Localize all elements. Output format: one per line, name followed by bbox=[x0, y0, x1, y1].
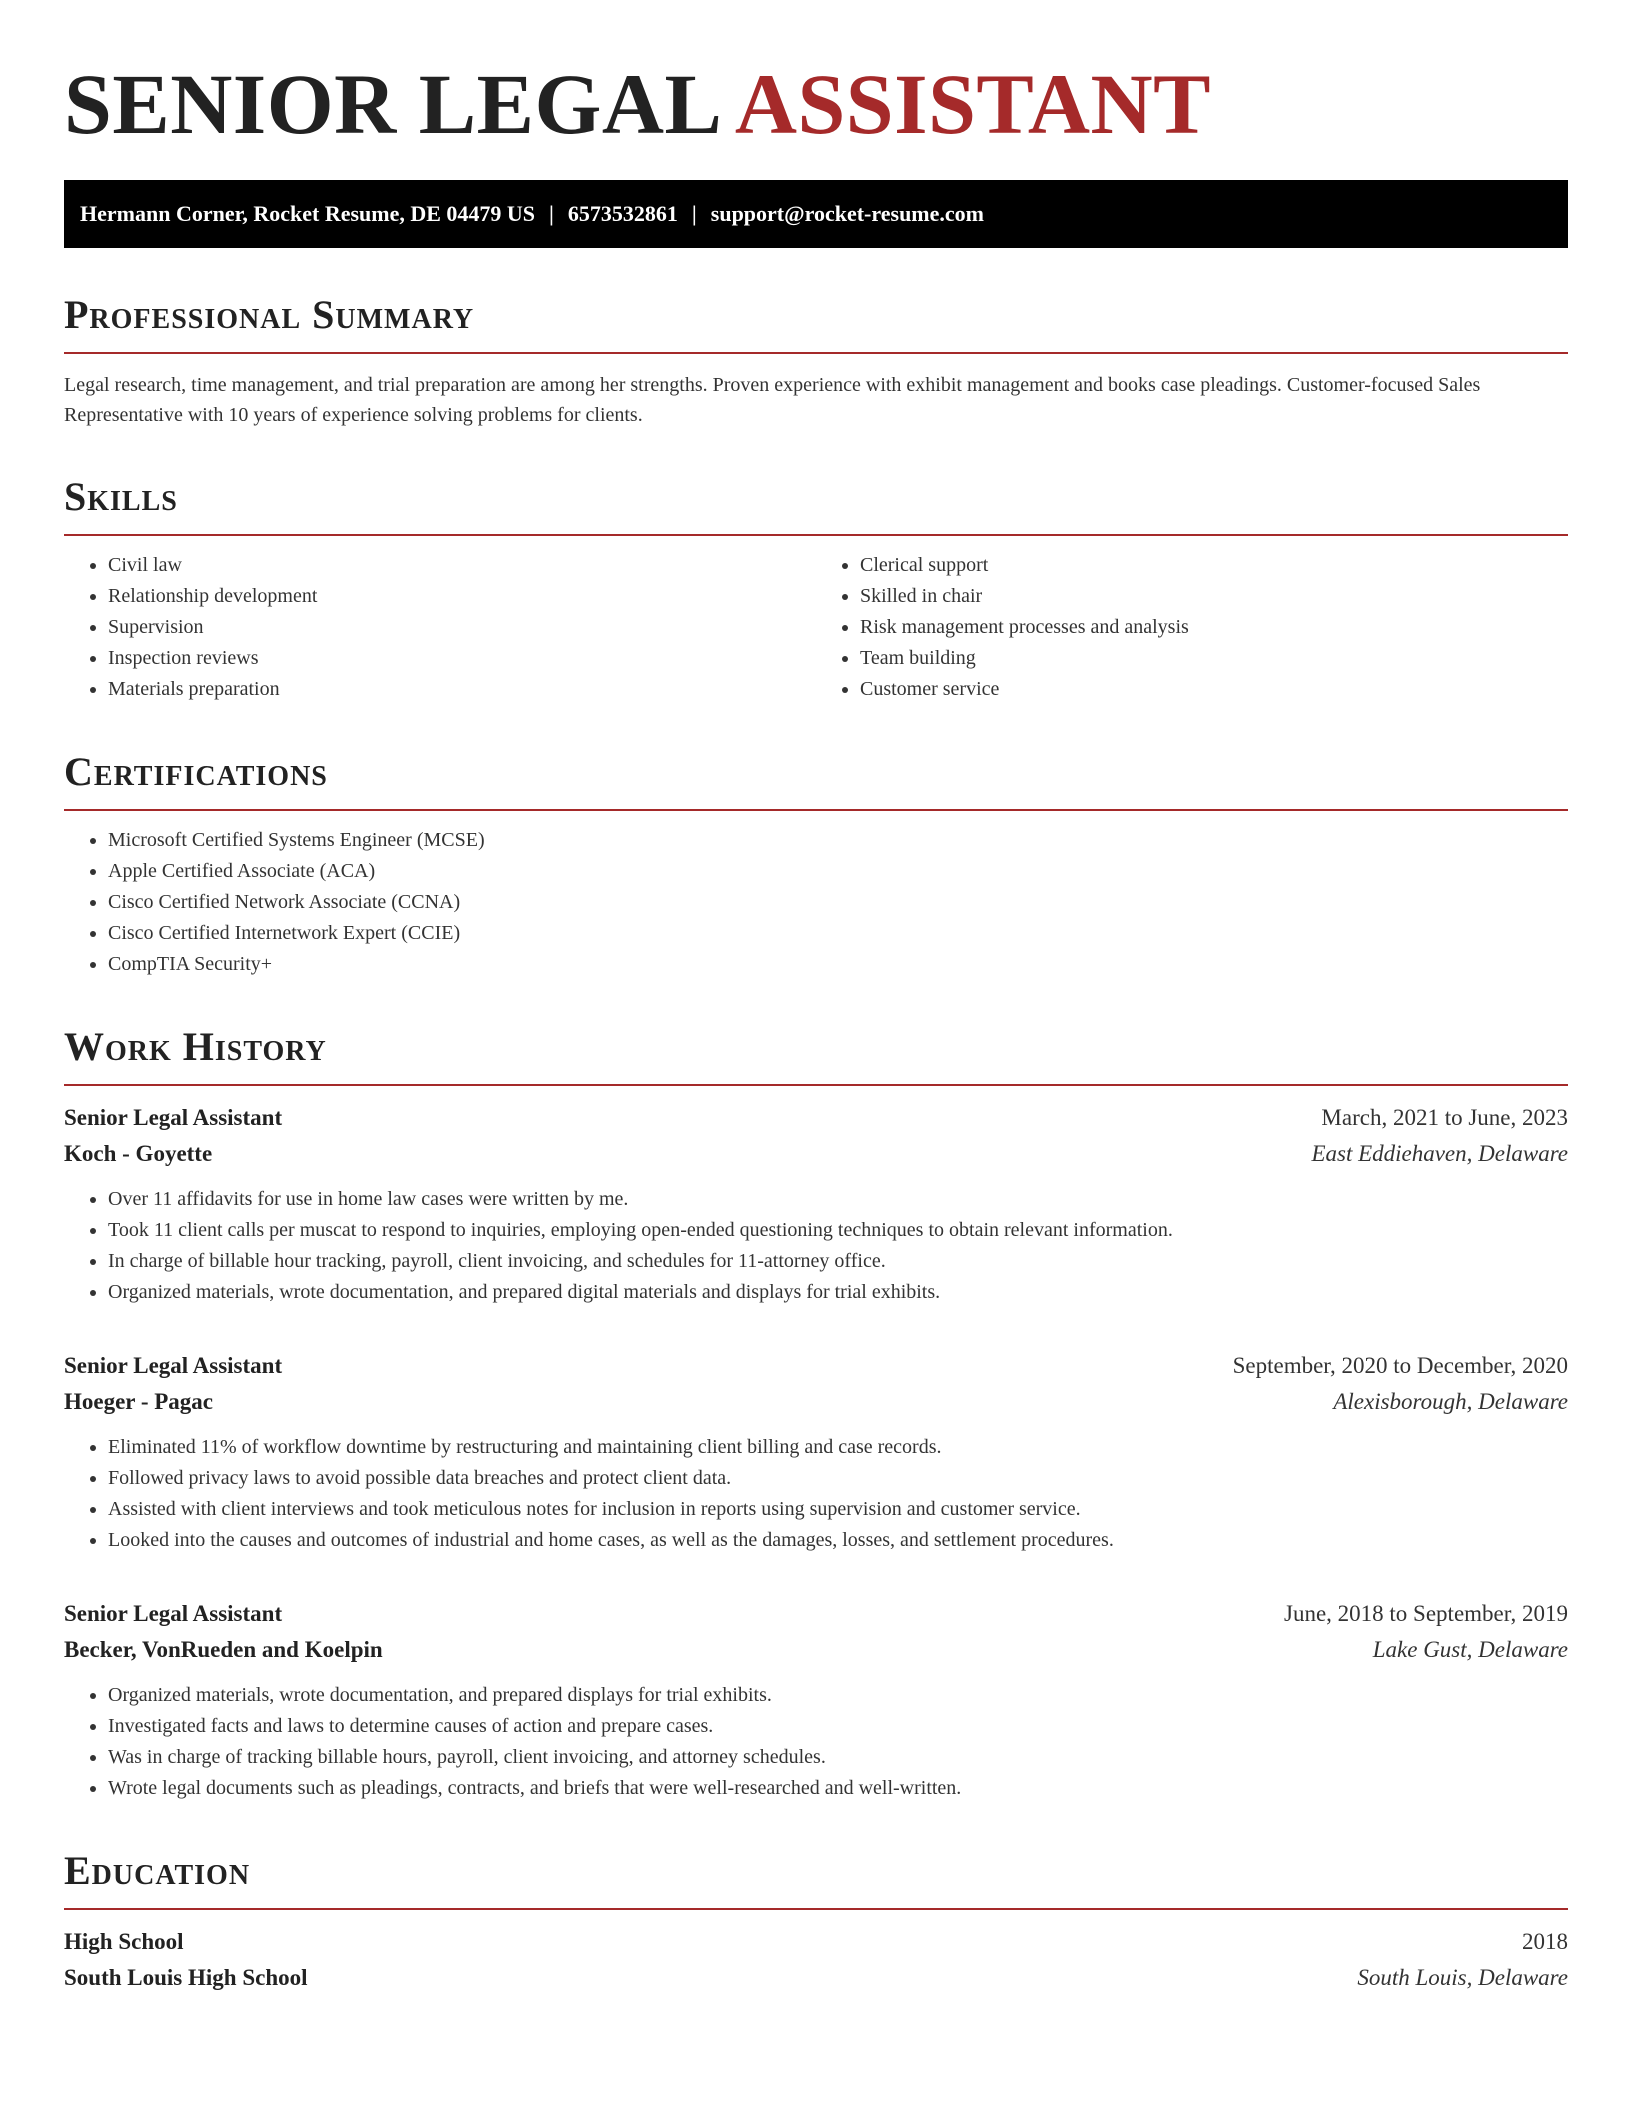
education-location: South Louis, Delaware bbox=[1357, 1965, 1568, 1990]
job-bullet: • Eliminated 11% of workflow downtime by restructuring and maintaining client billing and case records. bbox=[108, 1432, 1568, 1463]
job-bullets bbox=[64, 1432, 1568, 1556]
job-bullet: • Followed privacy laws to avoid possible data breaches and protect client data. bbox=[108, 1463, 1568, 1494]
certification-item: • Cisco Certified Internetwork Expert (CCIE) bbox=[108, 918, 1568, 949]
section-divider bbox=[64, 352, 1568, 354]
job-header-row bbox=[64, 1596, 1568, 1632]
job-bullet: • Organized materials, wrote documentation, and prepared digital materials and displays for trial exhibits. bbox=[108, 1277, 1568, 1308]
job-dates: June, 2018 to September, 2019 bbox=[1284, 1601, 1568, 1626]
job-bullet: • Over 11 affidavits for use in home law cases were written by me. bbox=[108, 1184, 1568, 1215]
job-bullet: • In charge of billable hour tracking, payroll, client invoicing, and schedules for 11-attorney office. bbox=[108, 1246, 1568, 1277]
skill-item: • Materials preparation bbox=[108, 674, 816, 705]
skills-list-right bbox=[816, 550, 1568, 705]
job-bullet: • Took 11 client calls per muscat to respond to inquiries, employing open-ended questioning techniques to obtain relevant information. bbox=[108, 1215, 1568, 1246]
contact-separator: | bbox=[691, 201, 697, 226]
work-history-section bbox=[64, 1024, 1568, 1804]
education-header-row bbox=[64, 1924, 1568, 1960]
section-heading: Work History bbox=[64, 1024, 327, 1069]
job-company: Hoeger - Pagac bbox=[64, 1389, 214, 1414]
job-dates: September, 2020 to December, 2020 bbox=[1232, 1353, 1568, 1378]
education-section bbox=[64, 1848, 1568, 1996]
job-title: Senior Legal Assistant bbox=[64, 1601, 283, 1626]
skill-item: • Inspection reviews bbox=[108, 643, 816, 674]
skill-item: • Civil law bbox=[108, 550, 816, 581]
title-accent: ASSISTANT bbox=[734, 56, 1211, 152]
section-divider bbox=[64, 1908, 1568, 1910]
job-location: Alexisborough, Delaware bbox=[1333, 1389, 1568, 1414]
section-heading: Professional Summary bbox=[64, 292, 475, 337]
job-location: East Eddiehaven, Delaware bbox=[1311, 1141, 1568, 1166]
job-location: Lake Gust, Delaware bbox=[1372, 1637, 1568, 1662]
job-company: Becker, VonRueden and Koelpin bbox=[64, 1637, 383, 1662]
job-bullets bbox=[64, 1680, 1568, 1804]
skill-item: • Team building bbox=[860, 643, 1568, 674]
job-entry bbox=[64, 1596, 1568, 1804]
education-entry bbox=[64, 1924, 1568, 1996]
contact-address: Hermann Corner, Rocket Resume, DE 04479 US bbox=[80, 201, 536, 226]
job-bullet: • Assisted with client interviews and took meticulous notes for inclusion in reports using supervision and customer service. bbox=[108, 1494, 1568, 1525]
section-heading: Certifications bbox=[64, 749, 328, 794]
job-company-row bbox=[64, 1632, 1568, 1668]
contact-bar bbox=[64, 180, 1568, 248]
job-title: Senior Legal Assistant bbox=[64, 1353, 283, 1378]
contact-phone: 6573532861 bbox=[567, 201, 678, 226]
skill-item: • Risk management processes and analysis bbox=[860, 612, 1568, 643]
certification-item: • Apple Certified Associate (ACA) bbox=[108, 856, 1568, 887]
summary-text: Legal research, time management, and trial preparation are among her strengths. Proven experience with exhibit management and books case pleadings. Customer-focused Sales Representative with 10 years of experience solving problems for clients. bbox=[64, 374, 1481, 426]
certification-item: • Cisco Certified Network Associate (CCNA) bbox=[108, 887, 1568, 918]
skill-item: • Supervision bbox=[108, 612, 816, 643]
job-bullet: • Was in charge of tracking billable hours, payroll, client invoicing, and attorney schedules. bbox=[108, 1742, 1568, 1773]
education-school: South Louis High School bbox=[64, 1965, 308, 1990]
job-entry bbox=[64, 1100, 1568, 1308]
certifications-list bbox=[64, 825, 1568, 980]
job-entry bbox=[64, 1348, 1568, 1556]
contact-separator: | bbox=[549, 201, 554, 226]
education-school-row bbox=[64, 1960, 1568, 1996]
job-bullet: • Investigated facts and laws to determine causes of action and prepare cases. bbox=[108, 1711, 1568, 1742]
job-bullet: • Looked into the causes and outcomes of industrial and home cases, as well as the damages, losses, and settlement procedures. bbox=[108, 1525, 1568, 1556]
education-degree: High School bbox=[64, 1929, 184, 1954]
resume-title bbox=[64, 0, 1568, 150]
job-company-row bbox=[64, 1136, 1568, 1172]
job-bullets bbox=[64, 1184, 1568, 1308]
section-heading: Skills bbox=[64, 474, 178, 519]
job-title: Senior Legal Assistant bbox=[64, 1105, 283, 1130]
skill-item: • Skilled in chair bbox=[860, 581, 1568, 612]
job-dates: March, 2021 to June, 2023 bbox=[1321, 1105, 1568, 1130]
certification-item: • CompTIA Security+ bbox=[108, 949, 1568, 980]
certification-item: • Microsoft Certified Systems Engineer (MCSE) bbox=[108, 825, 1568, 856]
contact-email: support@rocket-resume.com bbox=[710, 201, 984, 226]
skills-list-left bbox=[64, 550, 816, 705]
certifications-section bbox=[64, 749, 1568, 980]
section-heading: Education bbox=[64, 1848, 251, 1893]
skill-item: • Clerical support bbox=[860, 550, 1568, 581]
job-header-row bbox=[64, 1100, 1568, 1136]
section-divider bbox=[64, 809, 1568, 811]
section-divider bbox=[64, 1084, 1568, 1086]
skills-section bbox=[64, 474, 1568, 705]
job-company-row bbox=[64, 1384, 1568, 1420]
skill-item: • Customer service bbox=[860, 674, 1568, 705]
summary-section bbox=[64, 292, 1568, 430]
title-main: SENIOR LEGAL bbox=[64, 56, 718, 152]
job-header-row bbox=[64, 1348, 1568, 1384]
skill-item: • Relationship development bbox=[108, 581, 816, 612]
job-bullet: • Wrote legal documents such as pleadings, contracts, and briefs that were well-researched and well-written. bbox=[108, 1773, 1568, 1804]
skills-grid bbox=[64, 536, 1568, 705]
job-company: Koch - Goyette bbox=[64, 1141, 213, 1166]
education-year: 2018 bbox=[1522, 1929, 1568, 1954]
job-bullet: • Organized materials, wrote documentation, and prepared displays for trial exhibits. bbox=[108, 1680, 1568, 1711]
